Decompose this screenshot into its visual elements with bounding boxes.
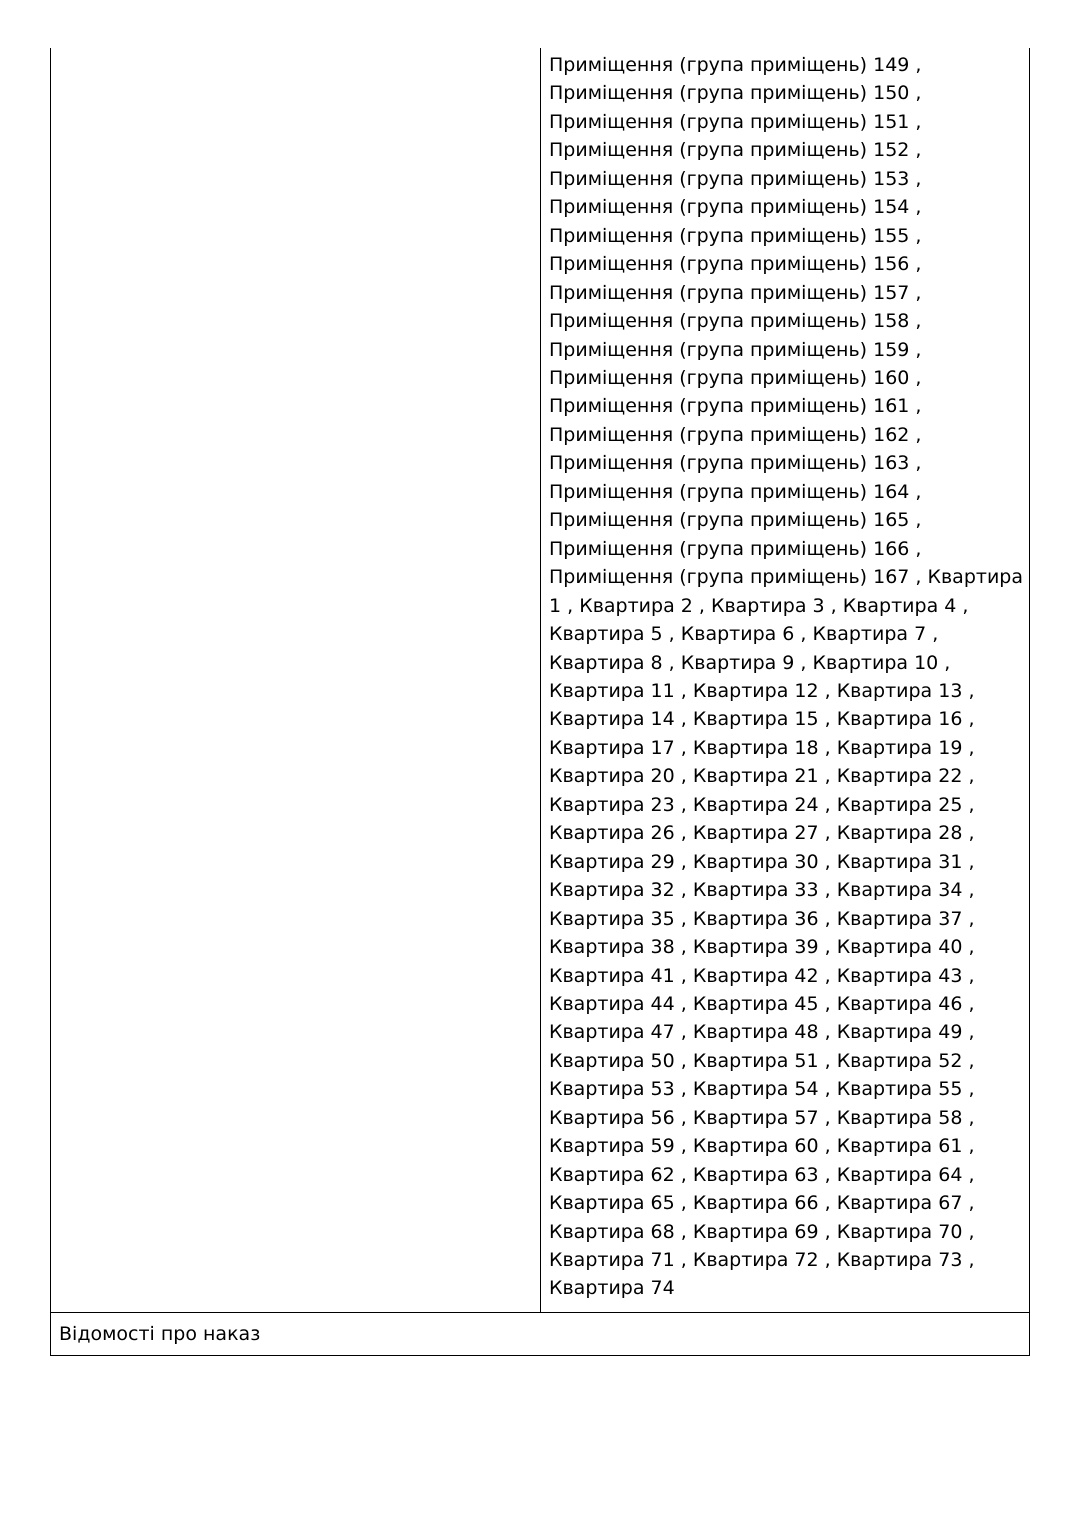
section-heading-row (51, 1313, 1029, 1356)
table-row (51, 48, 1029, 1313)
premises-list-cell: Приміщення (група приміщень) 149 , Приміщення (група приміщень) 150 , Приміщення (група приміщень) 151 , Приміщення (група приміщень) 152 , Приміщення (група приміщень) 153 , Приміщення (група приміщень) 154 , Приміщення (група приміщень) 155 , Приміщення (група приміщень) 156 , Приміщення (група приміщень) 157 , Приміщення (група приміщень) 158 , Приміщення (група приміщень) 159 , Приміщення (група приміщень) 160 , Приміщення (група приміщень) 161 , Приміщення (група приміщень) 162 , Приміщення (група приміщень) 163 , Приміщення (група приміщень) 164 , Приміщення (група приміщень) 165 , Приміщення (група приміщень) 166 , Приміщення (група приміщень) 167 , Квартира 1 , Квартира 2 , Квартира 3 , Квартира 4 , Квартира 5 , Квартира 6 , Квартира 7 , Квартира 8 , Квартира 9 , Квартира 10 , Квартира 11 , Квартира 12 , Квартира 13 , Квартира 14 , Квартира 15 , Квартира 16 , Квартира 17 , Квартира 18 , Квартира 19 , Квартира 20 , Квартира 21 , Квартира 22 , Квартира 23 , Квартира 24 , Квартира 25 , Квартира 26 , Квартира 27 , Квартира 28 , Квартира 29 , Квартира 30 , Квартира 31 , Квартира 32 , Квартира 33 , Квартира 34 , Квартира 35 , Квартира 36 , Квартира 37 , Квартира 38 , Квартира 39 , Квартира 40 , Квартира 41 , Квартира 42 , Квартира 43 , Квартира 44 , Квартира 45 , Квартира 46 , Квартира 47 , Квартира 48 , Квартира 49 , Квартира 50 , Квартира 51 , Квартира 52 , Квартира 53 , Квартира 54 , Квартира 55 , Квартира 56 , Квартира 57 , Квартира 58 , Квартира 59 , Квартира 60 , Квартира 61 , Квартира 62 , Квартира 63 , Квартира 64 , Квартира 65 , Квартира 66 , Квартира 67 , Квартира 68 , Квартира 69 , Квартира 70 , Квартира 71 , Квартира 72 , Квартира 73 , Квартира 74 (549, 54, 1024, 1300)
empty-label-cell (51, 48, 541, 1312)
details-table (50, 48, 1030, 1356)
section-heading: Відомості про наказ (59, 1322, 261, 1345)
